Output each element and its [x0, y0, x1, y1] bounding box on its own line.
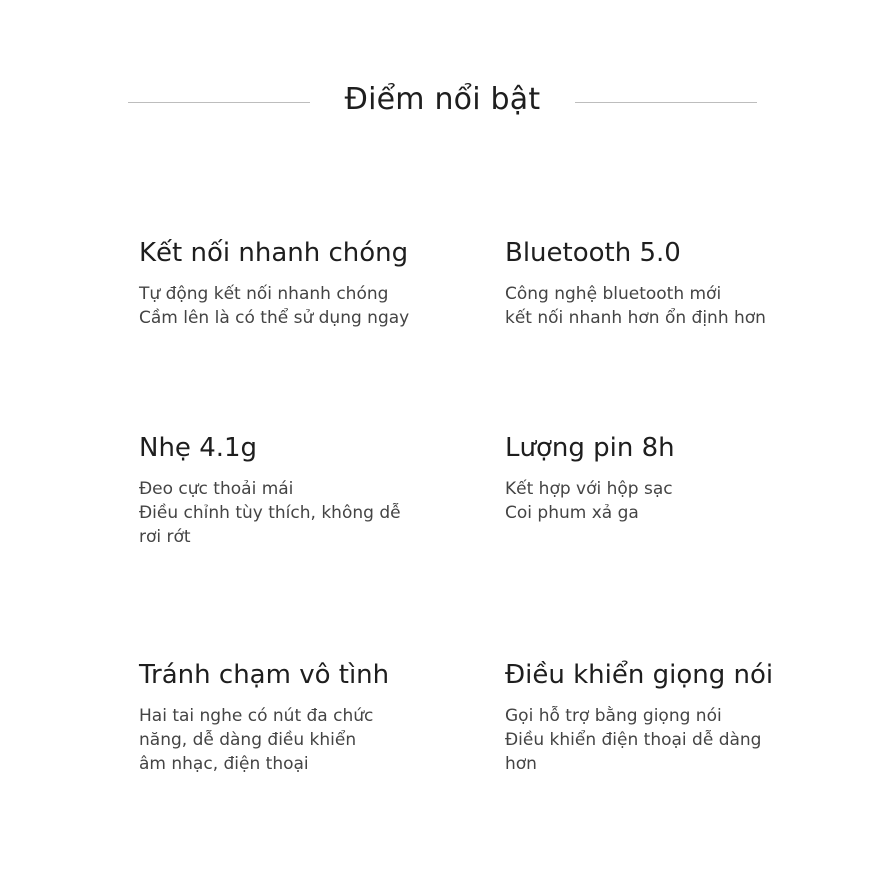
feature-description-line: Điều chỉnh tùy thích, không dễ — [139, 503, 401, 523]
feature-description-line: hơn — [505, 754, 537, 774]
feature-description — [139, 282, 439, 330]
section-header — [0, 78, 888, 126]
feature-description-line: Công nghệ bluetooth mới — [505, 284, 722, 304]
feature-description-line: âm nhạc, điện thoại — [139, 754, 309, 774]
feature-description-line: Điều khiển điện thoại dễ dàng — [505, 730, 762, 750]
feature-description-line: kết nối nhanh hơn ổn định hơn — [505, 308, 766, 328]
feature-title: Điều khiển giọng nói — [505, 660, 774, 690]
feature-title: Lượng pin 8h — [505, 433, 675, 463]
feature-title: Kết nối nhanh chóng — [139, 238, 409, 268]
feature-fast-connection — [139, 236, 439, 330]
feature-description-line: năng, dễ dàng điều khiển — [139, 730, 357, 750]
feature-description-line: Tự động kết nối nhanh chóng — [139, 284, 389, 304]
feature-lightweight — [139, 431, 439, 549]
header-divider-left — [128, 102, 310, 103]
feature-description — [505, 704, 805, 776]
feature-description-line: rơi rớt — [139, 527, 191, 547]
feature-description-line: Kết hợp với hộp sạc — [505, 479, 673, 499]
feature-description — [505, 282, 805, 330]
feature-title: Nhẹ 4.1g — [139, 433, 258, 463]
feature-description — [139, 704, 439, 776]
feature-description-line: Cầm lên là có thể sử dụng ngay — [139, 308, 410, 328]
header-divider-right — [575, 102, 757, 103]
feature-touch-protection — [139, 658, 439, 776]
feature-description — [139, 477, 439, 549]
feature-description-line: Hai tai nghe có nút đa chức — [139, 706, 374, 726]
feature-description — [505, 477, 805, 525]
feature-title: Bluetooth 5.0 — [505, 238, 681, 268]
feature-bluetooth — [505, 236, 805, 330]
feature-description-line: Coi phum xả ga — [505, 503, 639, 523]
feature-description-line: Đeo cực thoải mái — [139, 479, 294, 499]
feature-title: Tránh chạm vô tình — [139, 660, 390, 690]
feature-voice-control — [505, 658, 805, 776]
section-title: Điểm nổi bật — [344, 82, 541, 117]
feature-battery — [505, 431, 805, 525]
feature-description-line: Gọi hỗ trợ bằng giọng nói — [505, 706, 722, 726]
